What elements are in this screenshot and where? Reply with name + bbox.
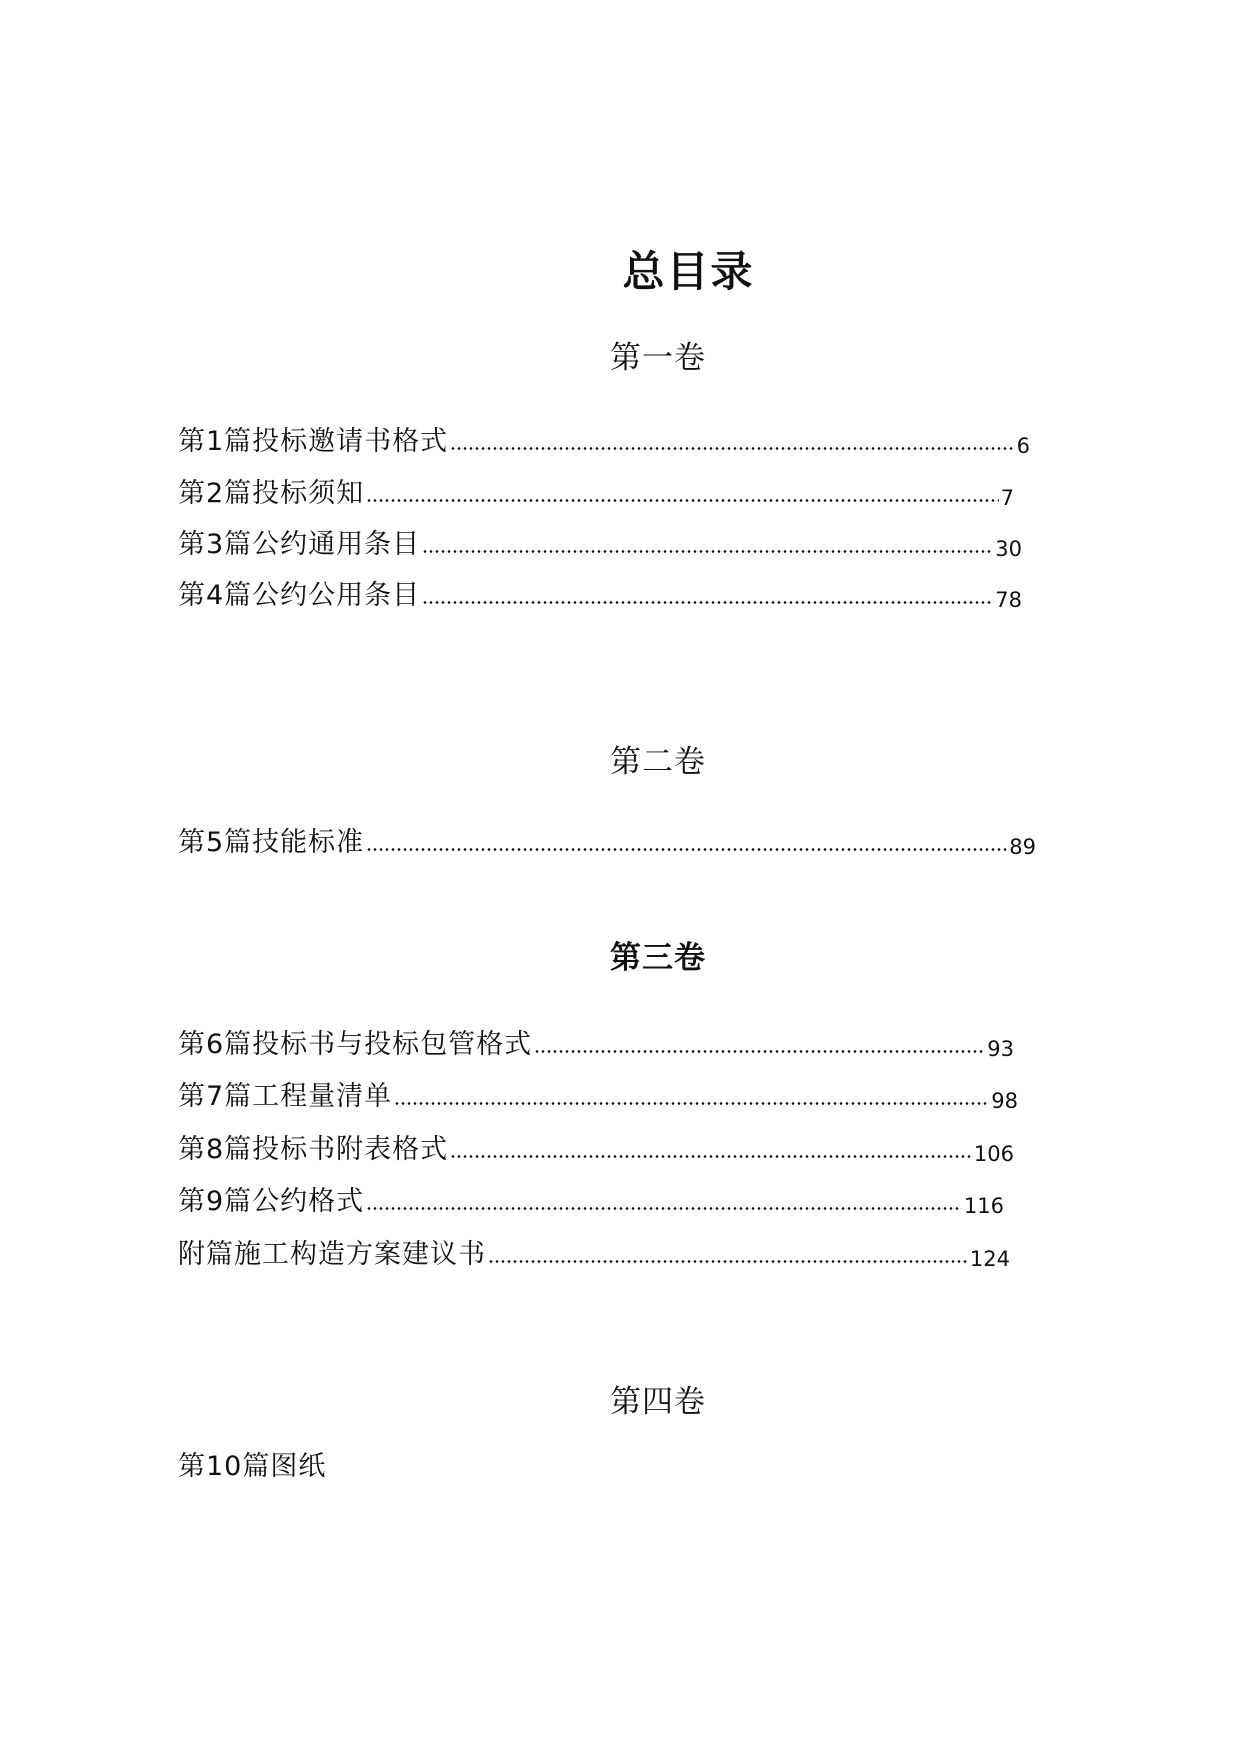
toc-entry [178, 1447, 578, 1487]
dot-leader [486, 1235, 970, 1275]
toc-entry-page: 93 [987, 1037, 1014, 1061]
dot-leader [364, 823, 1009, 863]
toc-entry [178, 1130, 1014, 1170]
toc-entry-label: 第1篇投标邀请书格式 [178, 426, 449, 457]
toc-entry [178, 1025, 1014, 1065]
toc-entry-page: 116 [963, 1194, 1004, 1218]
toc-entry-page: 89 [1009, 835, 1036, 859]
toc-entry [178, 1077, 1018, 1117]
toc-entry [178, 823, 1036, 863]
toc-entry-label: 第3篇公约通用条目 [178, 529, 421, 560]
toc-entry [178, 525, 1022, 565]
toc-entry-page: 124 [969, 1247, 1010, 1271]
dot-leader [532, 1025, 987, 1065]
volume-heading-3: 第三卷 [610, 940, 706, 976]
toc-entry-label: 第6篇投标书与投标包管格式 [178, 1029, 533, 1060]
toc-entry [178, 1235, 1010, 1275]
volume-heading-1: 第一卷 [610, 340, 706, 376]
toc-title: 总目录 [622, 247, 755, 296]
toc-entry-label: 第10篇图纸 [178, 1451, 327, 1482]
dot-leader [448, 422, 1016, 462]
toc-entry [178, 1182, 1004, 1222]
toc-entry-label: 第8篇投标书附表格式 [178, 1134, 449, 1165]
volume-heading-2: 第二卷 [610, 744, 706, 780]
toc-entry-page: 98 [991, 1089, 1018, 1113]
toc-entry-page: 106 [973, 1142, 1014, 1166]
dot-leader [420, 525, 995, 565]
toc-entry-label: 第9篇公约格式 [178, 1186, 365, 1217]
toc-entry-label: 第5篇技能标准 [178, 827, 365, 858]
dot-leader [392, 1077, 991, 1117]
dot-leader [364, 1182, 964, 1222]
toc-entry-page: 78 [995, 588, 1022, 612]
toc-entry-label: 第2篇投标须知 [178, 478, 365, 509]
toc-entry-page: 30 [995, 537, 1022, 561]
toc-entry [178, 474, 1014, 514]
dot-leader [420, 576, 995, 616]
volume-heading-4: 第四卷 [610, 1384, 706, 1420]
toc-entry [178, 422, 1030, 462]
toc-entry-page: 6 [1016, 434, 1030, 458]
toc-entry [178, 576, 1022, 616]
dot-leader [364, 474, 1000, 514]
toc-entry-label: 第7篇工程量清单 [178, 1081, 393, 1112]
toc-entry-page: 7 [1000, 486, 1014, 510]
toc-entry-label: 附篇施工构造方案建议书 [178, 1239, 486, 1270]
toc-entry-label: 第4篇公约公用条目 [178, 580, 421, 611]
dot-leader [448, 1130, 974, 1170]
